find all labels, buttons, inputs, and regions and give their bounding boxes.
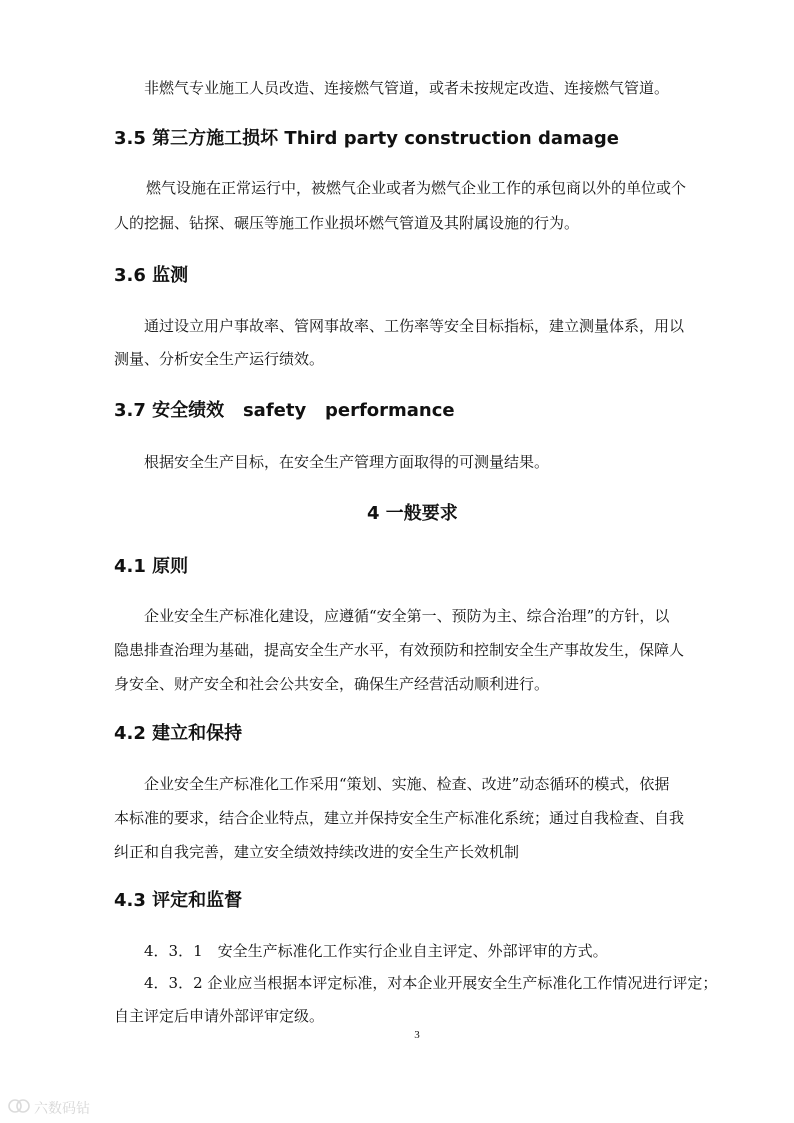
paragraph-line: 企业安全生产标准化工作采用“策划、实施、检查、改进”动态循环的模式，依据: [144, 775, 670, 793]
watermark: [8, 1094, 118, 1120]
page-number: 3: [414, 1029, 420, 1041]
paragraph-line: 4．3．1 安全生产标准化工作实行企业自主评定、外部评审的方式。: [144, 942, 608, 960]
section-heading-4-1: 4.1 原则: [114, 556, 189, 577]
paragraph-line: 人的挖掘、钻探、碾压等施工作业损坏燃气管道及其附属设施的行为。: [114, 214, 580, 232]
paragraph-line: 根据安全生产目标，在安全生产管理方面取得的可测量结果。: [144, 453, 550, 471]
chapter-heading-4: 4 一般要求: [367, 503, 458, 524]
section-heading-3-5: 3.5 第三方施工损坏 Third party construction damage: [114, 128, 620, 149]
watermark-text: 六数码钻: [34, 1101, 90, 1117]
paragraph-line: 4．3．2 企业应当根据本评定标准，对本企业开展安全生产标准化工作情况进行评定；: [144, 974, 718, 992]
paragraph-line: 隐患排查治理为基础，提高安全生产水平，有效预防和控制安全生产事故发生，保障人: [114, 641, 685, 659]
section-heading-4-3: 4.3 评定和监督: [114, 890, 243, 911]
paragraph-line: 身安全、财产安全和社会公共安全，确保生产经营活动顺利进行。: [114, 675, 550, 693]
paragraph-line: 非燃气专业施工人员改造、连接燃气管道，或者未按规定改造、连接燃气管道。: [144, 79, 670, 97]
paragraph-line: 测量、分析安全生产运行绩效。: [114, 350, 325, 368]
paragraph-line: 自主评定后申请外部评审定级。: [114, 1007, 325, 1025]
paragraph-line: 通过设立用户事故率、管网事故率、工伤率等安全目标指标，建立测量体系，用以: [144, 317, 685, 335]
paragraph-line: 企业安全生产标准化建设，应遵循“安全第一、预防为主、综合治理”的方针，以: [144, 607, 670, 625]
watermark-logo-icon: [8, 1097, 30, 1115]
paragraph-line: 本标准的要求，结合企业特点，建立并保持安全生产标准化系统；通过自我检查、自我: [114, 809, 685, 827]
paragraph-line: 纠正和自我完善，建立安全绩效持续改进的安全生产长效机制: [114, 843, 520, 861]
paragraph-line: 燃气设施在正常运行中，被燃气企业或者为燃气企业工作的承包商以外的单位或个: [146, 179, 687, 197]
section-heading-3-7: 3.7 安全绩效 safety performance: [114, 400, 455, 421]
section-heading-3-6: 3.6 监测: [114, 265, 189, 286]
section-heading-4-2: 4.2 建立和保持: [114, 723, 243, 744]
